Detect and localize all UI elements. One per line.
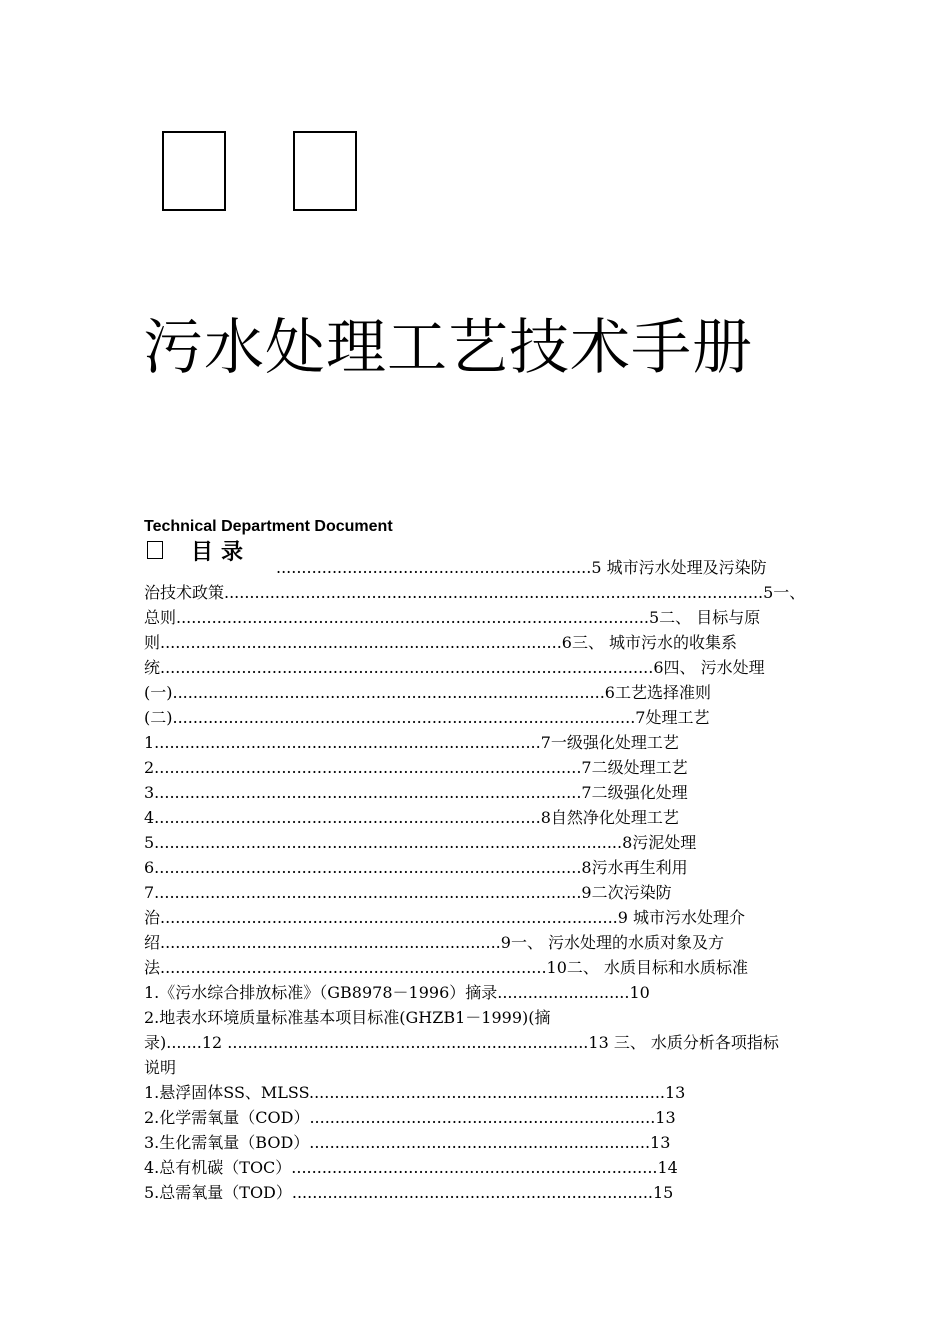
toc-line[interactable]: 统.................................................................................................6四、 污水处理 [144,658,765,677]
toc-line[interactable]: 2.地表水环境质量标准基本项目标准(GHZB1－1999)(摘 [144,1008,551,1027]
toc-line[interactable]: 5.总需氧量（TOD）.......................................................................15 [144,1183,674,1202]
toc-line[interactable]: 1.悬浮固体SS、MLSS......................................................................13 [144,1083,686,1102]
toc-line[interactable]: 2.化学需氧量（COD）....................................................................13 [144,1108,676,1127]
toc-line[interactable]: 6....................................................................................8污水再生利用 [144,858,688,877]
toc-line[interactable]: 1............................................................................7一级强化处理工艺 [144,733,679,752]
toc-line[interactable]: 7....................................................................................9二次污染防 [144,883,672,902]
toc-line[interactable]: 1.《污水综合排放标准》（GB8978－1996）摘录..........................10 [144,983,650,1002]
toc-line[interactable]: 2....................................................................................7二级处理工艺 [144,758,688,777]
toc-line[interactable]: 治..........................................................................................9 城市污水处理介 [144,908,746,927]
toc-line[interactable]: ..............................................................5 城市污水处理及污染防 [276,558,767,577]
placeholder-glyph-box [162,131,226,211]
toc-line[interactable]: 4............................................................................8自然净化处理工艺 [144,808,679,827]
toc-line[interactable]: (二)...........................................................................................7处理工艺 [144,708,710,727]
toc-line[interactable]: 法............................................................................10二、 水质目标和水质标准 [144,958,748,977]
toc-line[interactable]: 治技术政策..........................................................................................................5一、 [144,583,806,602]
toc-line[interactable]: 总则.............................................................................................5二、 目标与原 [144,608,761,627]
document-title: 污水处理工艺技术手册 [143,313,753,383]
toc-line[interactable]: 录).......12 .......................................................................13 三、 水质分析各项指标 [144,1033,779,1052]
toc-line[interactable]: 说明 [144,1058,177,1077]
table-of-contents [144,555,824,1205]
toc-heading-label: 目录 [191,539,252,565]
toc-line[interactable]: 5............................................................................................8污泥处理 [144,833,697,852]
toc-line[interactable]: (一).....................................................................................6工艺选择准则 [144,683,711,702]
toc-line[interactable]: 3....................................................................................7二级强化处理 [144,783,688,802]
toc-line[interactable]: 绍...................................................................9一、 污水处理的水质对象及方 [144,933,725,952]
toc-line[interactable]: 4.总有机碳（TOC）........................................................................14 [144,1158,678,1177]
placeholder-glyph-box [293,131,357,211]
document-subtitle: Technical Department Document [144,518,393,535]
toc-line[interactable]: 3.生化需氧量（BOD）...................................................................13 [144,1133,671,1152]
toc-line[interactable]: 则...............................................................................6三、 城市污水的收集系 [144,633,738,652]
